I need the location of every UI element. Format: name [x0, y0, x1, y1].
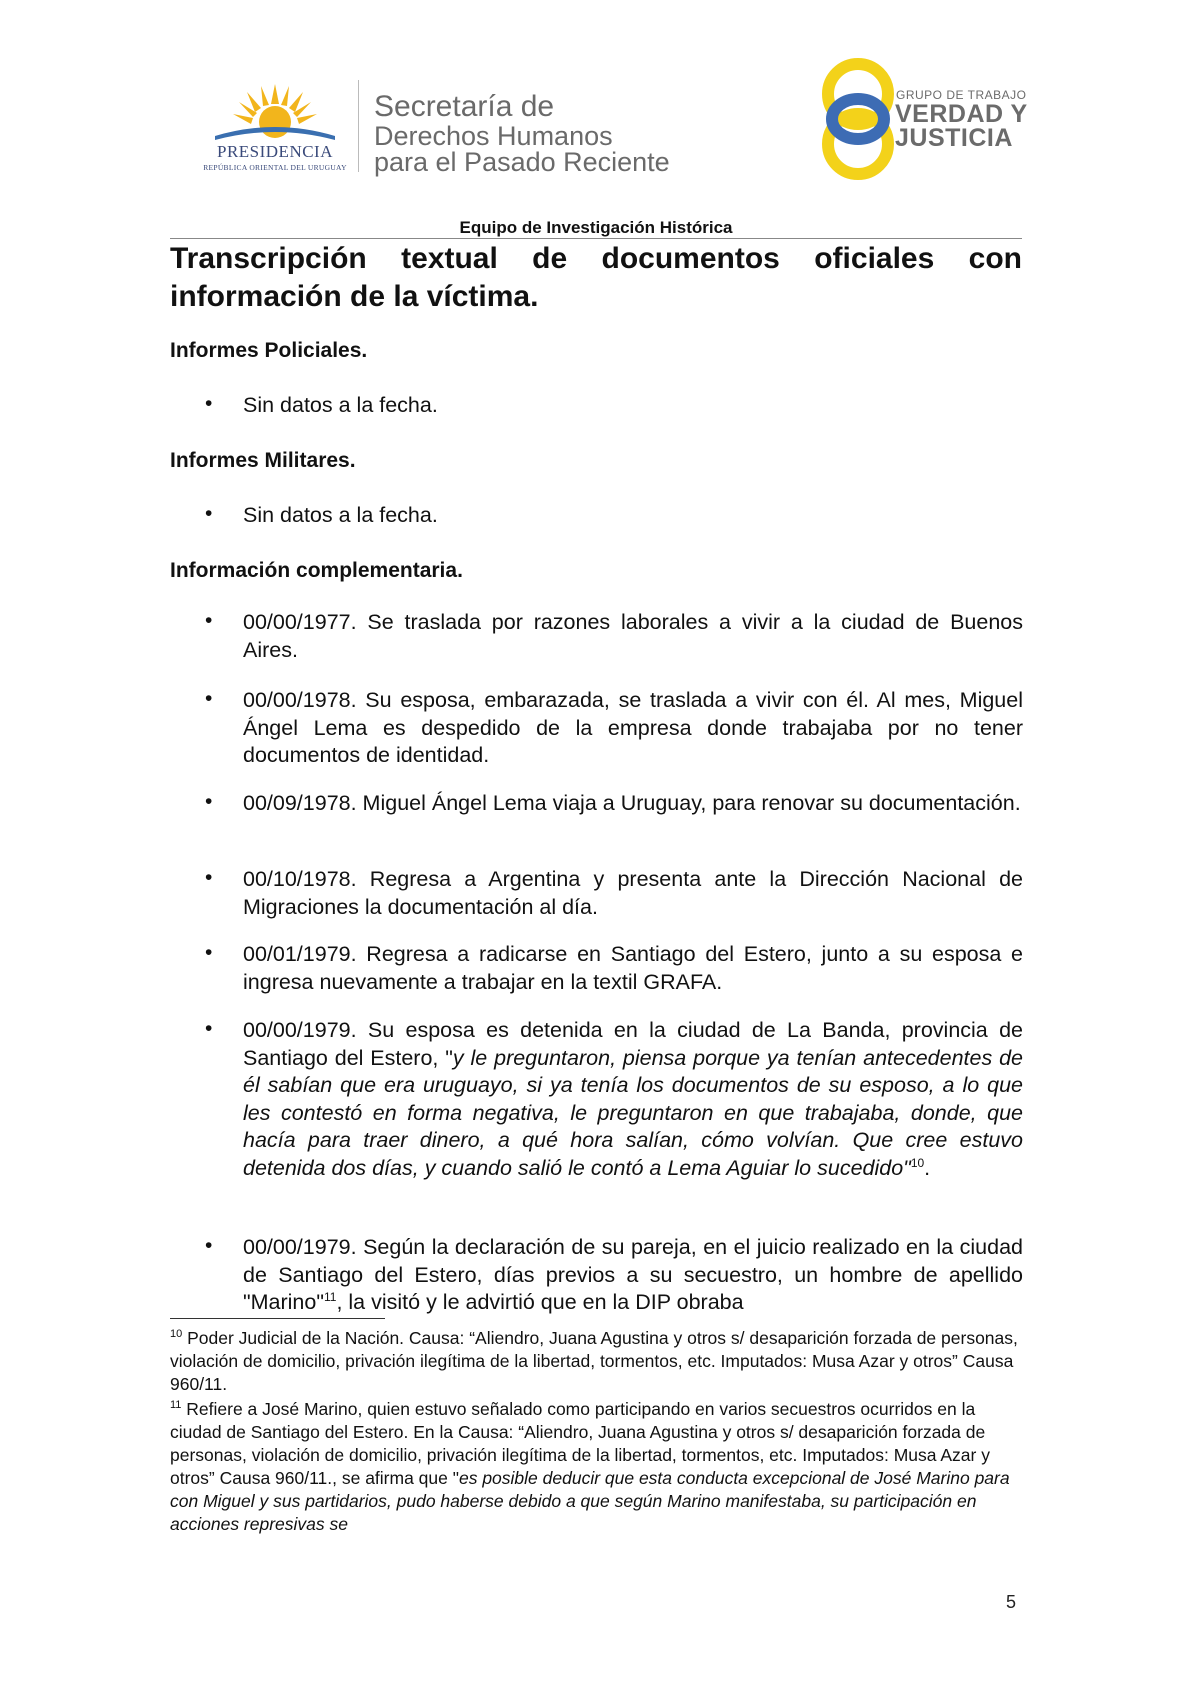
- footnote-number: 11: [170, 1399, 182, 1412]
- secretaria-line1: Secretaría de: [374, 90, 555, 123]
- bullet-icon: •: [205, 866, 213, 889]
- heading-policiales: Informes Policiales.: [170, 339, 368, 362]
- footnote-text: Poder Judicial de la Nación. Causa: “Aliendro, Juana Agustina y otros s/ desaparición forzada de personas, violación de domicilio, privación ilegítima de la libertad, tormentos, etc. Imputados: Musa Azar y otros” Causa 960/11.: [170, 1328, 1018, 1394]
- list-item: Sin datos a la fecha.: [243, 393, 438, 417]
- page-number: 5: [1006, 1592, 1017, 1612]
- bullet-icon: •: [205, 392, 213, 415]
- verdad-label: VERDAD Y: [895, 100, 1028, 128]
- item-text: 00/00/1979. Según la declaración de su pareja, en el juicio realizado en la ciudad de Santiago del Estero, días previos a su secuestro, un hombre de apellido "Marino": [243, 1235, 1023, 1314]
- list-item: 00/00/1978. Su esposa, embarazada, se traslada a vivir con él. Al mes, Miguel Ángel Lema es despedido de la empresa donde trabajaba por no tener documentos de identidad.: [243, 688, 1023, 767]
- footnote-11: [170, 1398, 1022, 1536]
- bullet-icon: •: [205, 941, 213, 964]
- footnote-10: [170, 1327, 1022, 1396]
- item-text: , la visitó y le advirtió que en la DIP obraba: [336, 1290, 744, 1314]
- team-heading: Equipo de Investigación Histórica: [459, 218, 733, 237]
- list-item: 00/00/1977. Se traslada por razones laborales a vivir a la ciudad de Buenos Aires.: [243, 610, 1023, 662]
- list-item: 00/01/1979. Regresa a radicarse en Santiago del Estero, junto a su esposa e ingresa nuevamente a trabajar en la textil GRAFA.: [243, 942, 1023, 994]
- footnote-separator: [170, 1318, 385, 1319]
- document-title: Transcripción textual de documentos oficiales con información de la víctima.: [170, 242, 1022, 313]
- quoted-testimony: y le preguntaron, piensa porque ya tenían antecedentes de él sabían que era uruguayo, si ya tenía los documentos de su esposo, a lo que les contestó en forma negativa, le preguntaron en que trabajaba, donde, que hacía para traer dinero, a qué hora salían, cómo volvían. Que cree estuvo detenida dos días, y cuando salió le contó a Lema Aguiar lo sucedido": [243, 1045, 1024, 1180]
- republica-label: REPÚBLICA ORIENTAL DEL URUGUAY: [203, 163, 347, 172]
- secretaria-line2: Derechos Humanos: [374, 121, 613, 151]
- bullet-icon: •: [205, 1234, 213, 1257]
- list-item-detention: [243, 1017, 1023, 1182]
- presidencia-label: PRESIDENCIA: [216, 142, 333, 161]
- page-header: [0, 0, 1190, 200]
- list-item-declaration: [243, 1234, 1023, 1317]
- secretaria-line3: para el Pasado Reciente: [374, 147, 670, 177]
- list-item: Sin datos a la fecha.: [243, 503, 438, 527]
- item-text: .: [924, 1155, 931, 1180]
- verdad-justicia-logo: [818, 56, 898, 182]
- list-item: 00/09/1978. Miguel Ángel Lema viaja a Uruguay, para renovar su documentación.: [243, 791, 1021, 815]
- bullet-icon: •: [205, 502, 213, 525]
- grupo-trabajo-label: GRUPO DE TRABAJO: [896, 88, 1027, 102]
- bullet-icon: •: [205, 1017, 213, 1040]
- footnote-ref: 11: [323, 1289, 337, 1304]
- footnote-quote: es posible deducir que esta conducta excepcional de José Marino para con Miguel y sus partidarios, pudo haberse debido a que según Marino manifestaba, su participación en acciones represivas se: [170, 1468, 1010, 1534]
- bullet-icon: •: [205, 790, 213, 813]
- bullet-icon: •: [205, 687, 213, 710]
- list-item: 00/10/1978. Regresa a Argentina y presenta ante la Dirección Nacional de Migraciones la documentación al día.: [243, 867, 1023, 919]
- footnote-number: 10: [170, 1328, 183, 1341]
- header-divider: [358, 80, 359, 172]
- header-rule: [170, 238, 1022, 239]
- item-text: 00/00/1979. Su esposa es detenida en la ciudad de La Banda, provincia de Santiago del Estero, ": [243, 1018, 1023, 1070]
- heading-complementaria: Información complementaria.: [170, 559, 463, 582]
- heading-militares: Informes Militares.: [170, 449, 356, 472]
- bullet-icon: •: [205, 609, 213, 632]
- justicia-label: JUSTICIA: [895, 124, 1013, 152]
- footnote-ref: 10: [910, 1155, 925, 1170]
- footnote-text: Refiere a José Marino, quien estuvo señalado como participando en varios secuestros ocurridos en la ciudad de Santiago del Estero. En la Causa: “Aliendro, Juana Agustina y otros s/ desaparición forzada de personas, violación de domicilio, privación ilegítima de la libertad, tormentos, etc. Imputados: Musa Azar y otros” Causa 960/11., se afirma que ": [170, 1399, 990, 1488]
